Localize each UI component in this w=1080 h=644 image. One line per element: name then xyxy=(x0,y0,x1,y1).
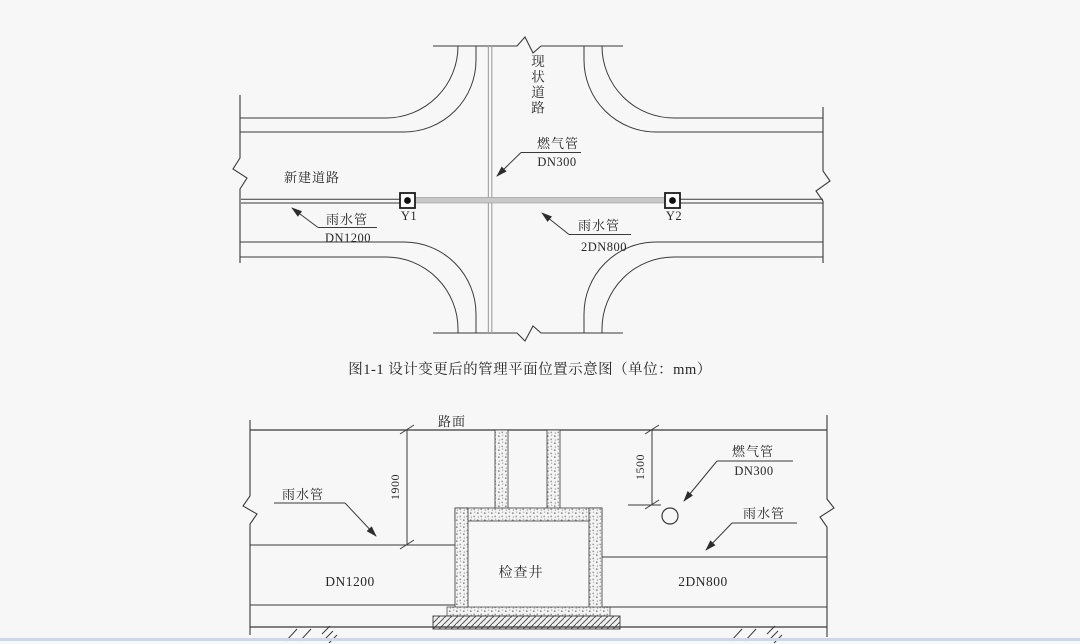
well-top-slab xyxy=(455,508,602,521)
section-leaders xyxy=(274,461,797,550)
dim-1900-label: 1900 xyxy=(388,474,402,500)
gas-pipe-section-size: DN300 xyxy=(734,464,774,478)
plan-left-boundary-line xyxy=(233,95,247,263)
leader-gas-section-arrow xyxy=(684,461,717,501)
manhole-y1-symbol xyxy=(400,193,415,208)
gas-pipe-plan xyxy=(488,46,491,333)
inspection-well-label: 检查井 xyxy=(498,566,544,581)
leader-gas-arrow xyxy=(497,153,521,177)
plan-labels xyxy=(284,136,682,254)
well-chimney-left xyxy=(495,430,508,509)
well-chimney-right xyxy=(547,430,560,509)
leader-dn1200-arrow xyxy=(292,208,318,228)
manhole-y1-label: Y1 xyxy=(400,209,418,223)
gas-pipe-section-label: 燃气管 xyxy=(731,444,775,459)
road-surface-label: 路面 xyxy=(437,414,467,429)
dimension-1900 xyxy=(400,425,414,549)
new-road-label: 新建道路 xyxy=(283,170,341,185)
dn1200-size-label: DN1200 xyxy=(325,574,375,589)
rain-pipe-left-section-label: 雨水管 xyxy=(281,487,325,502)
storm-pipe-left-segment xyxy=(241,199,400,203)
well-wall-right xyxy=(589,508,602,608)
section-left-boundary xyxy=(243,420,257,635)
rain-pipe-left-size: DN1200 xyxy=(324,231,372,245)
leader-rain-left-arrow xyxy=(345,503,376,536)
manhole-y2-symbol xyxy=(665,193,680,208)
storm-pipe-right-segment xyxy=(680,199,823,203)
dim-1500-label: 1500 xyxy=(633,454,647,480)
leader-2dn800-arrow xyxy=(542,213,569,235)
gas-pipe-size: DN300 xyxy=(537,155,577,169)
storm-pipe-band xyxy=(415,197,665,203)
manhole-y2-label: Y2 xyxy=(665,209,683,223)
plan-right-boundary-line xyxy=(816,107,830,263)
plan-top-boundary-line xyxy=(433,37,623,53)
well-wall-left xyxy=(455,508,468,608)
leader-rain-right-arrow xyxy=(706,523,732,550)
bottom-strip xyxy=(0,638,1080,641)
gas-pipe-section-symbol xyxy=(662,508,678,524)
rain-pipe-right-size: 2DN800 xyxy=(580,240,628,254)
well-base-bedding xyxy=(447,607,610,616)
section-labels xyxy=(282,414,785,589)
existing-road-label: 现状道路 xyxy=(529,54,544,116)
section-right-boundary xyxy=(820,415,834,637)
dn800-size-label: 2DN800 xyxy=(678,574,728,589)
rain-pipe-left-label: 雨水管 xyxy=(325,212,369,227)
plan-bottom-boundary-line xyxy=(433,326,623,341)
figure-caption: 图1-1 设计变更后的管理平面位置示意图（单位：mm） xyxy=(348,362,712,378)
rain-pipe-right-label: 雨水管 xyxy=(577,218,621,233)
rain-pipe-right-section-label: 雨水管 xyxy=(742,506,786,521)
gas-pipe-label: 燃气管 xyxy=(536,136,580,151)
